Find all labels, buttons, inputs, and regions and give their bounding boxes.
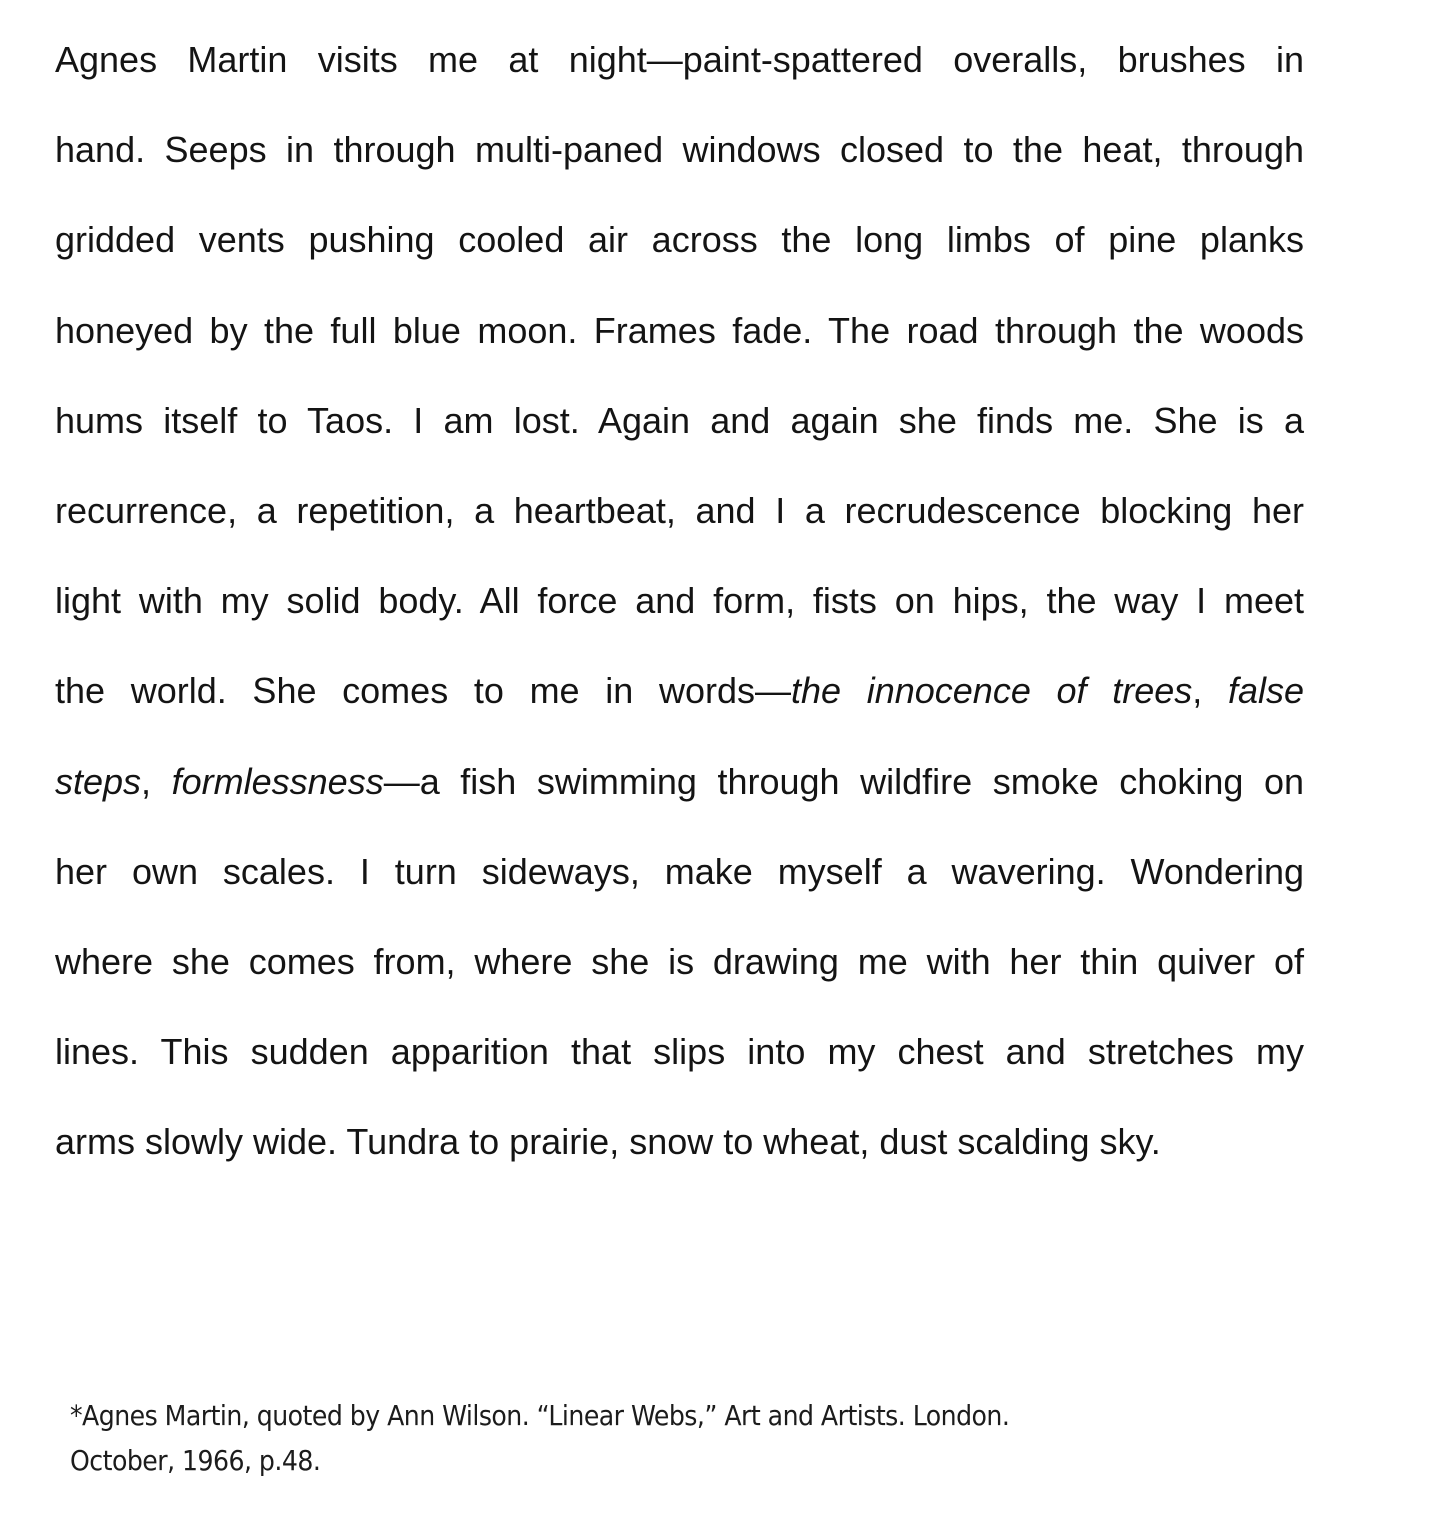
prose-line [55,917,1304,1007]
text-segment: arms slowly wide. Tundra to prairie, snow to wheat, dust scalding sky. [55,1121,1161,1163]
footnote-line: October, 1966, p.48. [70,1444,321,1477]
prose-line [55,556,1304,646]
prose-line [55,737,1304,827]
text-segment: light with my solid body. All force and form, fists on hips, the way I meet [55,580,1304,622]
text-segment: , [1192,670,1228,712]
text-segment: lines. This sudden apparition that slips into my chest and stretches my [55,1031,1304,1073]
prose-line [55,105,1304,195]
prose-line [55,1097,1304,1187]
text-segment: recurrence, a repetition, a heartbeat, and I a recrudescence blocking her [55,489,1304,531]
prose-line [55,195,1304,285]
text-segment: the world. She comes to me in words— [55,670,791,712]
text-segment: her own scales. I turn sideways, make myself a wavering. Wondering [55,850,1304,892]
text-segment: honeyed by the full blue moon. Frames fade. The road through the woods [55,309,1304,351]
italic-quote: steps [55,760,142,802]
text-segment: gridded vents pushing cooled air across the long limbs of pine planks [55,219,1304,261]
text-segment: hums itself to Taos. I am lost. Again and again she finds me. She is a [55,399,1304,441]
prose-paragraph [55,15,1304,1187]
text-segment: where she comes from, where she is drawing me with her thin quiver of [55,940,1304,982]
prose-line [55,376,1304,466]
italic-quote: the innocence of trees [791,670,1193,712]
footnote [70,1393,1150,1483]
prose-line [55,286,1304,376]
prose-line [55,15,1304,105]
italic-quote: false [1227,670,1304,712]
prose-line [55,646,1304,736]
prose-line [55,1007,1304,1097]
text-segment: —a fish swimming through wildfire smoke choking on [383,760,1304,802]
text-segment: hand. Seeps in through multi-paned windows closed to the heat, through [55,129,1304,171]
text-segment: , [141,760,172,802]
footnote-line: *Agnes Martin, quoted by Ann Wilson. “Linear Webs,” Art and Artists. London. [70,1399,1010,1432]
prose-line [55,466,1304,556]
text-segment: Agnes Martin visits me at night—paint-spattered overalls, brushes in [55,39,1304,80]
prose-line [55,827,1304,917]
italic-quote: formlessness [171,760,384,802]
